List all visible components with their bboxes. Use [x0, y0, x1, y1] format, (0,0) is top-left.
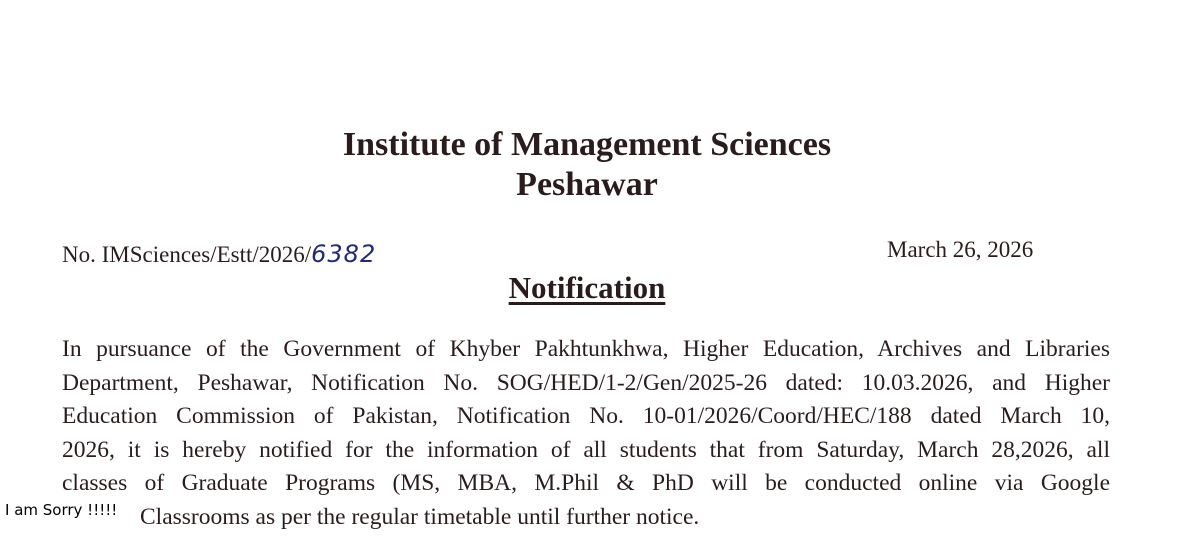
- institute-name: Institute of Management Sciences: [342, 126, 832, 163]
- reference-number: [62, 240, 376, 268]
- overlay-caption: I am Sorry !!!!!: [5, 501, 118, 519]
- notification-heading: Notification: [508, 270, 666, 305]
- reference-printed: No. IMSciences/Estt/2026/: [62, 242, 312, 267]
- body-line: classes of Graduate Programs (MS, MBA, M.Phil & PhD will be conducted online via Google: [62, 470, 1110, 496]
- institute-city: Peshawar: [516, 166, 658, 203]
- body-line: 2026, it is hereby notified for the information of all students that from Saturday, March 28,2026, all: [62, 437, 1110, 463]
- body-line: Classrooms as per the regular timetable until further notice.: [140, 504, 700, 530]
- body-line: In pursuance of the Government of Khyber Pakhtunkhwa, Higher Education, Archives and Libraries: [62, 336, 1110, 362]
- body-line: Department, Peshawar, Notification No. SOG/HED/1-2/Gen/2025-26 dated: 10.03.2026, and Higher: [62, 370, 1110, 396]
- notification-date: March 26, 2026: [887, 237, 1034, 262]
- reference-handwritten: 6382: [311, 240, 377, 268]
- body-line: Education Commission of Pakistan, Notification No. 10-01/2026/Coord/HEC/188 dated March 10,: [62, 403, 1110, 429]
